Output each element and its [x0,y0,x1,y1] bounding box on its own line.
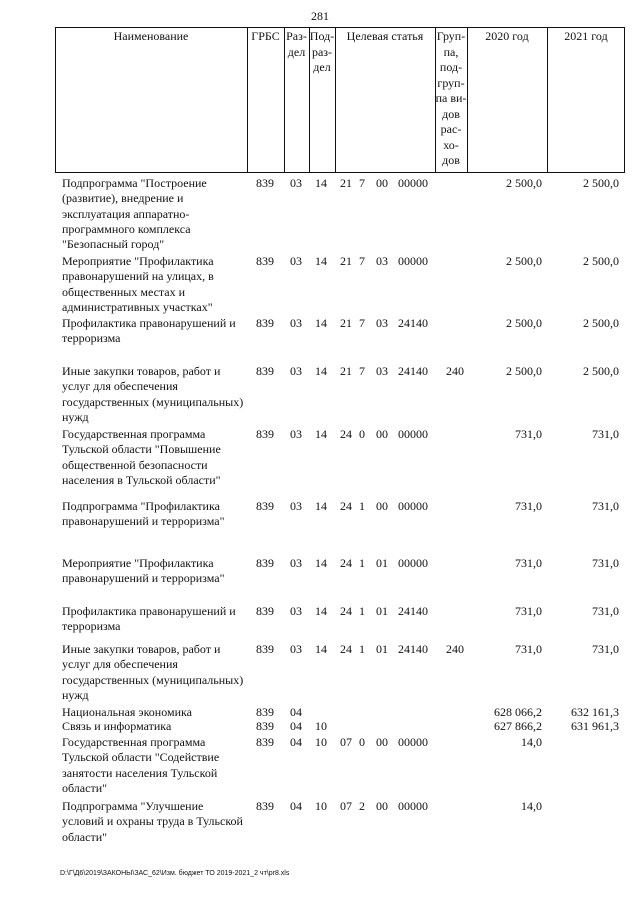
cell-b: 1 [359,642,365,656]
cell-grbs: 839 [256,799,274,813]
cell-a: 07 [340,735,352,749]
cell-2021: 2 500,0 [583,364,619,378]
cell-pr: 14 [315,427,327,441]
cell-2020: 627 866,2 [494,719,542,733]
cell-rz: 04 [290,719,302,733]
cell-a: 21 [340,316,352,330]
cell-2021: 2 500,0 [583,254,619,268]
divider [247,27,248,173]
divider [467,27,468,173]
cell-2021: 632 161,3 [571,705,619,719]
cell-rz: 03 [290,642,302,656]
cell-d: 00000 [398,556,428,570]
cell-2020: 731,0 [515,642,542,656]
cell-d: 24140 [398,642,428,656]
cell-2020: 14,0 [521,735,542,749]
cell-2020: 731,0 [515,604,542,618]
cell-c: 01 [376,642,388,656]
cell-pr: 14 [315,316,327,330]
divider [547,27,548,173]
cell-grbs: 839 [256,364,274,378]
cell-d: 24140 [398,604,428,618]
cell-b: 1 [359,556,365,570]
cell-c: 03 [376,316,388,330]
cell-d: 00000 [398,735,428,749]
row-name: Связь и информатика [62,719,172,733]
cell-pr: 10 [315,799,327,813]
cell-grbs: 839 [256,735,274,749]
row-name: Национальная экономика [62,705,192,719]
cell-2020: 2 500,0 [506,364,542,378]
cell-rz: 03 [290,556,302,570]
cell-c: 01 [376,556,388,570]
header-group: Груп- па, под- груп- па ви- дов рас- хо- дов [435,29,467,167]
cell-d: 24140 [398,316,428,330]
cell-d: 24140 [398,364,428,378]
cell-pr: 10 [315,735,327,749]
cell-b: 7 [359,176,365,190]
cell-b: 0 [359,735,365,749]
cell-rz: 03 [290,176,302,190]
row-name: Иные закупки товаров, работ и услуг для обеспечения государственных (муниципальных) нужд [62,364,244,424]
cell-grbs: 839 [256,316,274,330]
cell-pr: 14 [315,364,327,378]
cell-pr: 14 [315,254,327,268]
cell-a: 24 [340,427,352,441]
cell-pr: 14 [315,556,327,570]
cell-2021: 731,0 [592,556,619,570]
row-name: Профилактика правонарушений и терроризма [62,316,236,346]
cell-a: 24 [340,556,352,570]
cell-rz: 03 [290,499,302,513]
divider [335,27,336,173]
cell-a: 21 [340,364,352,378]
header-2021: 2021 год [564,29,608,43]
cell-pr: 10 [315,719,327,733]
cell-2020: 628 066,2 [494,705,542,719]
cell-2020: 731,0 [515,499,542,513]
cell-vr: 240 [446,364,464,378]
cell-vr: 240 [446,642,464,656]
cell-grbs: 839 [256,604,274,618]
cell-pr: 14 [315,499,327,513]
row-name: Подпрограмма "Профилактика правонарушений и терроризма" [62,499,225,529]
header-podrazdel: Под- раз- дел [309,29,335,74]
cell-2020: 2 500,0 [506,254,542,268]
cell-a: 24 [340,642,352,656]
cell-b: 1 [359,499,365,513]
cell-grbs: 839 [256,499,274,513]
cell-rz: 03 [290,604,302,618]
cell-rz: 03 [290,316,302,330]
header-razdel: Раз- дел [286,29,307,59]
row-name: Мероприятие "Профилактика правонарушений и терроризма" [62,556,225,586]
header-name: Наименование [113,29,189,43]
row-name: Иные закупки товаров, работ и услуг для обеспечения государственных (муниципальных) нужд [62,642,244,702]
cell-pr: 14 [315,604,327,618]
cell-grbs: 839 [256,254,274,268]
cell-pr: 14 [315,642,327,656]
cell-c: 03 [376,364,388,378]
cell-rz: 04 [290,735,302,749]
row-name: Государственная программа Тульской области "Содействие занятости населения Тульской области" [62,735,220,795]
cell-rz: 03 [290,364,302,378]
header-grbs: ГРБС [251,29,280,43]
cell-rz: 04 [290,705,302,719]
cell-2020: 14,0 [521,799,542,813]
cell-a: 21 [340,176,352,190]
cell-b: 7 [359,254,365,268]
row-name: Мероприятие "Профилактика правонарушений на улицах, в общественных местах и административных участках" [62,254,214,314]
cell-2021: 631 961,3 [571,719,619,733]
cell-c: 00 [376,176,388,190]
header-2020: 2020 год [485,29,529,43]
cell-d: 00000 [398,427,428,441]
cell-2021: 2 500,0 [583,176,619,190]
cell-b: 2 [359,799,365,813]
cell-grbs: 839 [256,642,274,656]
cell-b: 0 [359,427,365,441]
cell-a: 21 [340,254,352,268]
cell-2021: 731,0 [592,499,619,513]
cell-d: 00000 [398,499,428,513]
cell-pr: 14 [315,176,327,190]
cell-c: 01 [376,604,388,618]
header-target: Целевая статья [346,29,424,43]
cell-2020: 731,0 [515,556,542,570]
cell-grbs: 839 [256,719,274,733]
cell-2021: 731,0 [592,427,619,441]
cell-d: 00000 [398,799,428,813]
cell-b: 1 [359,604,365,618]
cell-c: 00 [376,799,388,813]
footer-path: D:\Г\Д6\2019\ЗАКОНЫ\ЗАС_62\Изм. бюджет ТО 2019-2021_2 чт\pr8.xls [60,870,290,877]
cell-b: 7 [359,316,365,330]
cell-2021: 731,0 [592,642,619,656]
cell-rz: 03 [290,254,302,268]
cell-grbs: 839 [256,176,274,190]
row-name: Государственная программа Тульской области "Повышение общественной безопасности населения в Тульской области" [62,427,221,487]
row-name: Подпрограмма "Построение (развитие), внедрение и эксплуатация аппаратно-программного комплекса "Безопасный город" [62,176,207,252]
cell-rz: 04 [290,799,302,813]
row-name: Профилактика правонарушений и терроризма [62,604,236,634]
cell-2021: 2 500,0 [583,316,619,330]
cell-c: 03 [376,254,388,268]
header-frame [55,27,625,173]
cell-a: 24 [340,499,352,513]
cell-grbs: 839 [256,705,274,719]
cell-rz: 03 [290,427,302,441]
cell-2020: 731,0 [515,427,542,441]
cell-c: 00 [376,735,388,749]
page-number: 281 [311,9,329,23]
cell-d: 00000 [398,176,428,190]
cell-d: 00000 [398,254,428,268]
cell-a: 07 [340,799,352,813]
cell-c: 00 [376,427,388,441]
cell-2020: 2 500,0 [506,316,542,330]
cell-grbs: 839 [256,427,274,441]
cell-2021: 731,0 [592,604,619,618]
cell-a: 24 [340,604,352,618]
cell-b: 7 [359,364,365,378]
cell-c: 00 [376,499,388,513]
row-name: Подпрограмма "Улучшение условий и охраны труда в Тульской области" [62,799,243,844]
cell-grbs: 839 [256,556,274,570]
cell-2020: 2 500,0 [506,176,542,190]
